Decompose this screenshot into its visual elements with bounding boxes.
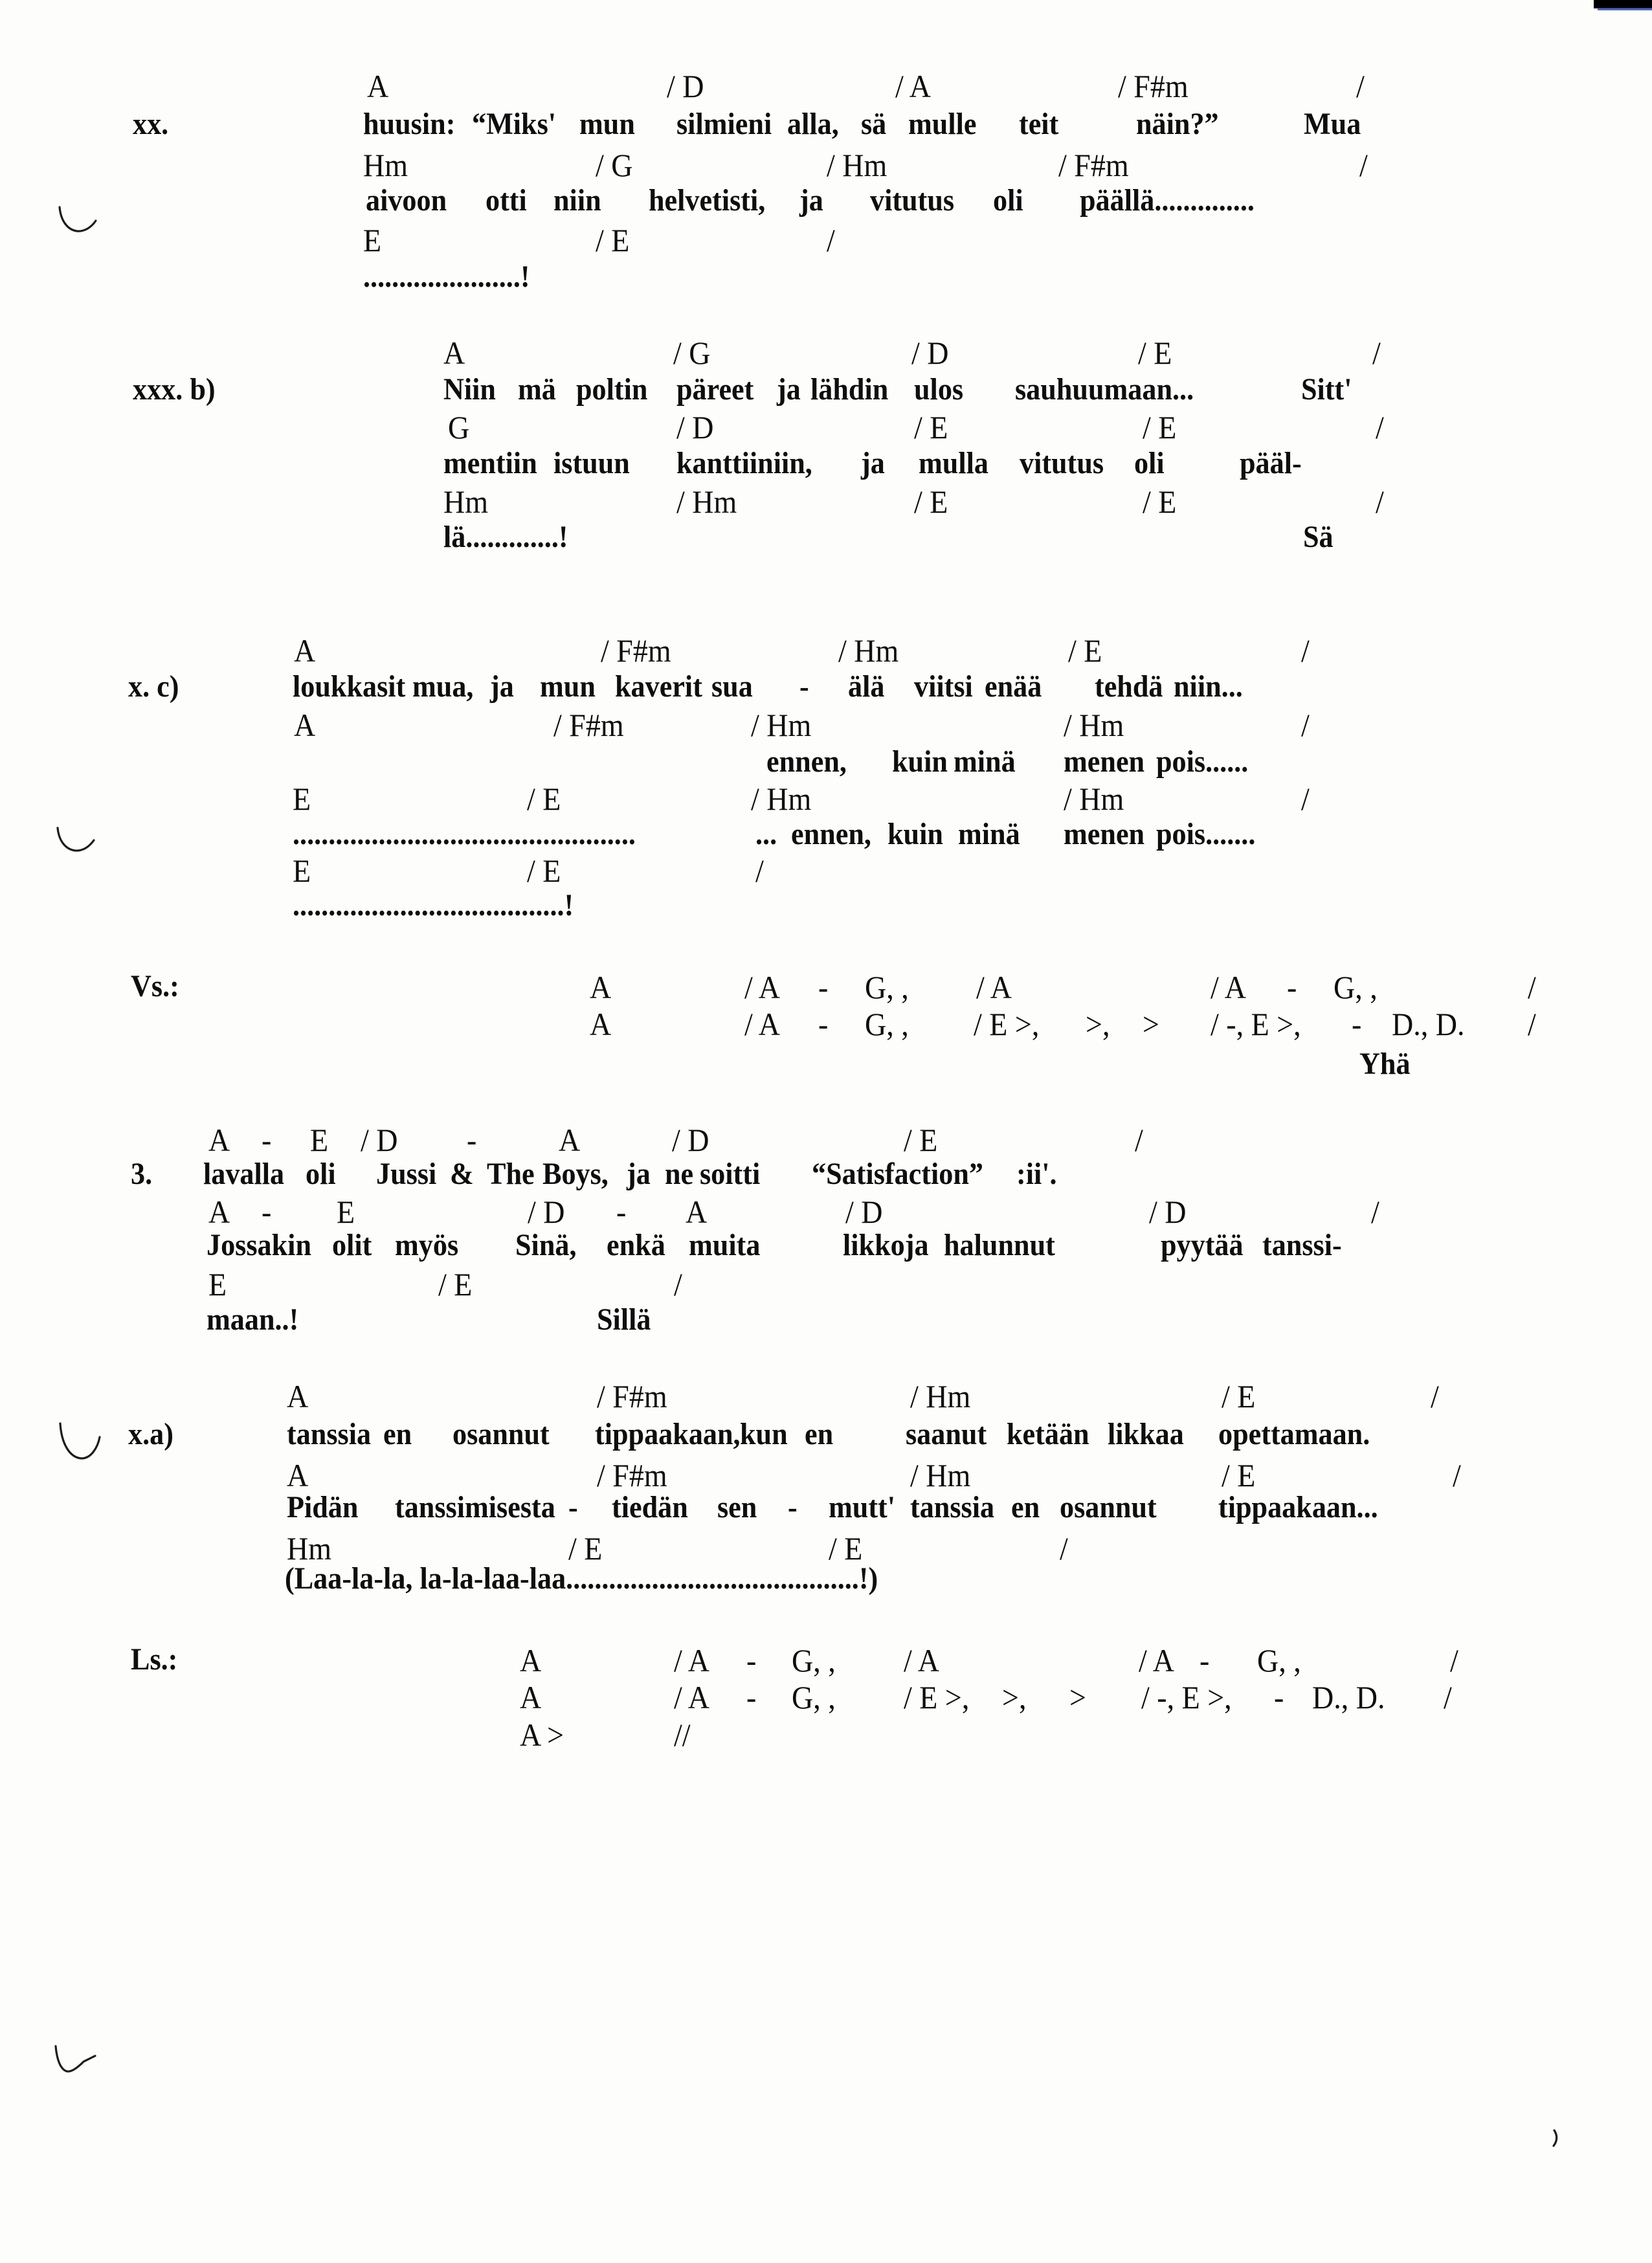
section-label-3: 3. bbox=[131, 1157, 153, 1191]
lyric-token-xxx-b-r1-t3: poltin bbox=[576, 372, 648, 407]
chord-token-ls-r1-t4: / E >, bbox=[904, 1679, 970, 1715]
lyric-token-xxx-b-r3-t3: ja bbox=[861, 446, 885, 480]
chord-token-vs-r1-t4: / E >, bbox=[974, 1006, 1040, 1042]
chord-token-3-r0-t0: A bbox=[208, 1122, 230, 1158]
lyric-token-xxx-b-r1-t6: lähdin bbox=[810, 372, 889, 407]
chord-token-x-a-r2-t1: / F#m bbox=[597, 1457, 667, 1493]
section-label-vs: Vs.: bbox=[131, 969, 179, 1003]
lyric-token-xx-r1-t4: silmieni bbox=[676, 107, 772, 141]
lyric-token-x-a-r3-t2: - bbox=[568, 1490, 578, 1524]
chord-token-x-c-r4-t1: / E bbox=[527, 781, 561, 817]
chord-token-3-r0-t4: - bbox=[467, 1122, 477, 1158]
chord-token-xxx-b-r2-t0: G bbox=[448, 409, 470, 445]
chord-token-3-r0-t1: - bbox=[262, 1122, 272, 1158]
lyric-token-x-c-r1-t5: kaverit bbox=[615, 669, 702, 704]
lyric-token-3-r1-t3: Jussi bbox=[376, 1157, 437, 1191]
chord-token-xxx-b-r2-t3: / E bbox=[1143, 409, 1177, 445]
lyric-token-3-r1-t8: ne bbox=[665, 1157, 694, 1191]
lyric-token-xx-r1-t3: mun bbox=[579, 107, 635, 141]
lyric-token-x-a-r5-t0: (Laa-la-la, la-la-laa-laa.........................................!) bbox=[285, 1561, 878, 1596]
chord-token-x-c-r2-t0: A bbox=[294, 707, 316, 743]
lyric-token-x-a-r1-t8: ketään bbox=[1007, 1417, 1089, 1451]
lyric-token-xxx-b-r3-t6: oli bbox=[1134, 446, 1165, 480]
lyric-token-xxx-b-r1-t7: ulos bbox=[914, 372, 964, 407]
chord-token-3-r2-t4: - bbox=[616, 1194, 627, 1230]
chord-token-ls-r1-t0: A bbox=[520, 1679, 542, 1715]
section-label-x-a: x.a) bbox=[128, 1417, 173, 1451]
chord-token-x-a-r4-t0: Hm bbox=[287, 1530, 331, 1566]
chord-token-x-a-r4-t3: / bbox=[1060, 1530, 1068, 1566]
lyric-token-x-c-r5-t0: ................................................ bbox=[293, 817, 636, 851]
lyric-token-3-r3-t9: tanssi- bbox=[1262, 1228, 1342, 1262]
chord-token-ls-r0-t8: G, , bbox=[1257, 1642, 1301, 1678]
lyric-token-x-c-r1-t2: mua, bbox=[412, 669, 474, 704]
pen-mark-4 bbox=[56, 2046, 95, 2071]
lyric-token-xxx-b-r3-t0: mentiin bbox=[443, 446, 537, 480]
lyric-token-x-c-r5-t5: menen bbox=[1064, 817, 1145, 851]
chord-token-xxx-b-r4-t2: / E bbox=[914, 484, 948, 520]
lyric-token-x-a-r3-t0: Pidän bbox=[287, 1490, 359, 1524]
chord-token-xxx-b-r2-t4: / bbox=[1376, 409, 1384, 445]
lyric-token-3-r3-t0: Jossakin bbox=[206, 1228, 312, 1262]
chord-token-x-c-r6-t0: E bbox=[293, 853, 311, 889]
chord-token-3-r4-t1: / E bbox=[438, 1266, 473, 1302]
lyric-token-xxx-b-r1-t2: mä bbox=[518, 372, 556, 407]
lyric-token-xx-r3-t7: päällä.............. bbox=[1080, 183, 1255, 217]
lyric-token-x-a-r3-t9: osannut bbox=[1060, 1490, 1157, 1524]
lyric-token-x-c-r1-t9: viitsi bbox=[914, 669, 973, 704]
lyric-token-x-a-r1-t9: likkaa bbox=[1108, 1417, 1184, 1451]
chord-token-vs-r0-t2: / A bbox=[744, 969, 780, 1005]
lyric-token-x-c-r3-t2: minä bbox=[954, 744, 1016, 779]
chord-token-3-r2-t5: A bbox=[686, 1194, 708, 1230]
chord-token-ls-r0-t2: / A bbox=[674, 1642, 709, 1678]
lyric-token-xx-r1-t2: “Miks' bbox=[472, 107, 557, 141]
lyric-token-x-c-r1-t3: ja bbox=[490, 669, 514, 704]
lyric-token-3-r1-t6: Boys, bbox=[542, 1157, 608, 1191]
chord-token-ls-r2-t1: // bbox=[674, 1717, 691, 1753]
chord-token-vs-r0-t3: - bbox=[818, 969, 829, 1005]
lyric-token-3-r3-t4: enkä bbox=[607, 1228, 665, 1262]
chord-token-x-c-r0-t4: / bbox=[1301, 632, 1310, 669]
lyric-token-xx-r3-t1: otti bbox=[486, 183, 527, 217]
chord-token-3-r2-t2: E bbox=[337, 1194, 355, 1230]
lyric-token-x-a-r1-t10: opettamaan. bbox=[1218, 1417, 1370, 1451]
lyric-token-3-r3-t2: myös bbox=[395, 1228, 459, 1262]
chord-token-xx-r0-t0: A bbox=[367, 68, 389, 104]
lyric-token-3-r1-t5: The bbox=[487, 1157, 535, 1191]
chord-token-xx-r2-t4: / bbox=[1359, 147, 1368, 183]
chord-token-ls-r1-t8: - bbox=[1274, 1679, 1284, 1715]
lyric-token-3-r3-t5: muita bbox=[689, 1228, 761, 1262]
chord-token-xx-r4-t2: / bbox=[827, 222, 835, 258]
lyric-token-x-c-r3-t3: menen bbox=[1064, 744, 1145, 779]
chord-token-xxx-b-r0-t3: / E bbox=[1138, 335, 1172, 371]
lyric-token-xx-r1-t8: teit bbox=[1019, 107, 1059, 141]
chord-token-x-a-r2-t4: / bbox=[1453, 1457, 1461, 1493]
chord-token-vs-r0-t8: G, , bbox=[1334, 969, 1378, 1005]
chord-token-vs-r0-t7: - bbox=[1287, 969, 1297, 1005]
chord-token-x-c-r6-t2: / bbox=[755, 853, 764, 889]
lyric-token-x-c-r1-t11: tehdä bbox=[1095, 669, 1163, 704]
lyric-token-x-c-r1-t12: niin... bbox=[1174, 669, 1243, 704]
chord-token-x-c-r0-t0: A bbox=[294, 632, 316, 669]
lyric-token-x-a-r1-t7: saanut bbox=[906, 1417, 987, 1451]
chord-token-vs-r1-t8: - bbox=[1352, 1006, 1362, 1042]
lyric-token-xx-r3-t2: niin bbox=[553, 183, 601, 217]
chord-token-x-a-r0-t3: / E bbox=[1222, 1378, 1256, 1414]
lyric-token-x-a-r3-t10: tippaakaan... bbox=[1218, 1490, 1378, 1524]
chord-token-vs-r1-t5: >, bbox=[1086, 1006, 1110, 1042]
lyric-token-xxx-b-r1-t4: päreet bbox=[676, 372, 754, 407]
lyric-token-x-c-r1-t8: älä bbox=[848, 669, 885, 704]
lyric-token-xx-r3-t4: ja bbox=[799, 183, 823, 217]
chord-token-x-c-r0-t2: / Hm bbox=[838, 632, 899, 669]
chord-token-x-a-r2-t2: / Hm bbox=[910, 1457, 971, 1493]
pen-mark-5 bbox=[1554, 2130, 1557, 2146]
lyric-token-x-c-r1-t4: mun bbox=[540, 669, 596, 704]
chord-token-ls-r1-t9: D., D. bbox=[1312, 1679, 1385, 1715]
chord-token-x-a-r4-t2: / E bbox=[829, 1530, 863, 1566]
section-label-ls: Ls.: bbox=[131, 1642, 178, 1677]
chord-token-xxx-b-r2-t1: / D bbox=[676, 409, 714, 445]
lyric-token-xx-r3-t0: aivoon bbox=[366, 183, 447, 217]
pen-mark-1 bbox=[60, 207, 96, 231]
lyric-token-3-r1-t9: soitti bbox=[700, 1157, 761, 1191]
chord-token-xx-r2-t1: / G bbox=[596, 147, 633, 183]
chord-token-ls-r0-t5: / A bbox=[904, 1642, 939, 1678]
chord-token-x-a-r2-t0: A bbox=[287, 1457, 309, 1493]
chord-token-xx-r0-t2: / A bbox=[895, 68, 931, 104]
lyric-token-xx-r1-t9: näin?” bbox=[1136, 107, 1219, 141]
lyric-token-x-c-r1-t10: enää bbox=[985, 669, 1042, 704]
lyric-token-xx-r3-t5: vitutus bbox=[870, 183, 955, 217]
chord-token-ls-r1-t1: / A bbox=[674, 1679, 709, 1715]
chord-token-vs-r1-t0: A bbox=[590, 1006, 612, 1042]
lyric-token-xx-r3-t3: helvetisti, bbox=[649, 183, 766, 217]
lyric-token-3-r1-t10: “Satisfaction” bbox=[812, 1157, 983, 1191]
chord-token-x-a-r0-t2: / Hm bbox=[910, 1378, 971, 1414]
chord-token-vs-r0-t5: / A bbox=[976, 969, 1012, 1005]
lyric-token-xxx-b-r3-t7: pääl- bbox=[1240, 446, 1302, 480]
lyric-token-xxx-b-r3-t4: mulla bbox=[919, 446, 988, 480]
chord-token-xx-r0-t4: / bbox=[1356, 68, 1365, 104]
lyric-token-xxx-b-r1-t5: ja bbox=[777, 372, 801, 407]
lyric-token-x-c-r5-t2: ennen, bbox=[791, 817, 871, 851]
lyric-token-xxx-b-r5-t1: Sä bbox=[1303, 520, 1334, 554]
chord-token-3-r0-t5: A bbox=[559, 1122, 581, 1158]
lyric-token-x-c-r3-t4: pois...... bbox=[1156, 744, 1249, 779]
chord-token-x-c-r4-t4: / bbox=[1301, 781, 1310, 817]
chord-token-ls-r0-t9: / bbox=[1450, 1642, 1458, 1678]
chord-token-ls-r0-t6: / A bbox=[1139, 1642, 1174, 1678]
chord-token-xx-r0-t1: / D bbox=[667, 68, 704, 104]
section-label-x-c: x. c) bbox=[128, 669, 179, 704]
lyric-token-3-r3-t3: Sinä, bbox=[515, 1228, 577, 1262]
lyric-token-x-a-r3-t6: mutt' bbox=[829, 1490, 896, 1524]
chord-token-xx-r4-t1: / E bbox=[596, 222, 630, 258]
chord-token-vs-r0-t6: / A bbox=[1211, 969, 1246, 1005]
chord-token-xxx-b-r4-t1: / Hm bbox=[676, 484, 737, 520]
chord-token-xxx-b-r0-t0: A bbox=[443, 335, 465, 371]
chord-token-ls-r1-t2: - bbox=[746, 1679, 757, 1715]
chord-token-xxx-b-r2-t2: / E bbox=[914, 409, 948, 445]
chord-token-xxx-b-r0-t4: / bbox=[1372, 335, 1381, 371]
lyric-token-vs-r2-t0: Yhä bbox=[1359, 1047, 1411, 1081]
lyric-token-xx-r1-t5: alla, bbox=[787, 107, 839, 141]
chord-token-3-r0-t7: / E bbox=[904, 1122, 938, 1158]
chord-token-xxx-b-r4-t4: / bbox=[1376, 484, 1384, 520]
chord-token-x-c-r6-t1: / E bbox=[527, 853, 561, 889]
section-label-xx: xx. bbox=[133, 107, 169, 141]
chord-token-x-a-r0-t4: / bbox=[1431, 1378, 1439, 1414]
chord-token-vs-r1-t2: - bbox=[818, 1006, 829, 1042]
chord-token-xxx-b-r4-t3: / E bbox=[1143, 484, 1177, 520]
chord-token-3-r4-t2: / bbox=[674, 1266, 682, 1302]
lyric-token-xx-r1-t7: mulle bbox=[908, 107, 977, 141]
lyric-token-xxx-b-r5-t0: lä.............! bbox=[443, 520, 568, 554]
chord-token-ls-r1-t10: / bbox=[1444, 1679, 1452, 1715]
lyric-token-x-a-r1-t3: osannut bbox=[452, 1417, 550, 1451]
pen-mark-3 bbox=[60, 1423, 100, 1458]
chord-token-ls-r1-t5: >, bbox=[1002, 1679, 1027, 1715]
chord-token-ls-r1-t7: / -, E >, bbox=[1141, 1679, 1232, 1715]
chord-token-x-c-r0-t1: / F#m bbox=[601, 632, 671, 669]
lyric-token-x-a-r1-t2: en bbox=[383, 1417, 412, 1451]
lyric-token-x-c-r1-t6: sua bbox=[711, 669, 753, 704]
chord-token-ls-r1-t3: G, , bbox=[792, 1679, 836, 1715]
lyric-token-x-c-r3-t1: kuin bbox=[892, 744, 948, 779]
lyric-token-x-c-r1-t1: loukkasit bbox=[293, 669, 406, 704]
chord-token-3-r2-t7: / D bbox=[1149, 1194, 1187, 1230]
lyric-token-3-r3-t1: olit bbox=[332, 1228, 372, 1262]
chord-token-3-r0-t2: E bbox=[310, 1122, 329, 1158]
lyric-token-xxx-b-r1-t1: Niin bbox=[443, 372, 496, 407]
chord-token-3-r0-t6: / D bbox=[672, 1122, 709, 1158]
chord-token-ls-r1-t6: > bbox=[1069, 1679, 1086, 1715]
section-label-xxx-b: xxx. b) bbox=[133, 372, 216, 407]
lyric-token-x-a-r1-t5: kun bbox=[740, 1417, 788, 1451]
chord-token-x-a-r2-t3: / E bbox=[1222, 1457, 1256, 1493]
chord-token-xx-r0-t3: / F#m bbox=[1118, 68, 1189, 104]
chord-token-x-c-r2-t4: / bbox=[1301, 707, 1310, 743]
lyric-token-x-a-r3-t7: tanssia bbox=[910, 1490, 995, 1524]
lyric-token-xx-r1-t6: sä bbox=[861, 107, 887, 141]
chord-token-ls-r0-t3: - bbox=[746, 1642, 757, 1678]
lyric-token-xx-r5-t0: ......................! bbox=[363, 260, 530, 294]
lyric-token-3-r3-t8: pyytää bbox=[1161, 1228, 1244, 1262]
chord-token-vs-r1-t3: G, , bbox=[865, 1006, 909, 1042]
lyric-token-x-c-r5-t3: kuin bbox=[887, 817, 943, 851]
chord-token-xx-r2-t2: / Hm bbox=[827, 147, 887, 183]
chord-token-xx-r2-t0: Hm bbox=[363, 147, 408, 183]
chord-token-3-r2-t6: / D bbox=[845, 1194, 883, 1230]
chord-token-xxx-b-r0-t1: / G bbox=[673, 335, 711, 371]
chord-token-x-c-r2-t1: / F#m bbox=[553, 707, 624, 743]
chord-token-xxx-b-r4-t0: Hm bbox=[443, 484, 488, 520]
chord-token-vs-r1-t6: > bbox=[1143, 1006, 1159, 1042]
chord-token-vs-r1-t7: / -, E >, bbox=[1211, 1006, 1301, 1042]
lyric-token-xxx-b-r3-t1: istuun bbox=[553, 446, 630, 480]
chord-token-x-c-r4-t3: / Hm bbox=[1064, 781, 1124, 817]
chord-token-x-c-r2-t3: / Hm bbox=[1064, 707, 1124, 743]
chord-token-ls-r0-t4: G, , bbox=[792, 1642, 836, 1678]
chord-token-x-a-r0-t0: A bbox=[287, 1378, 309, 1414]
chord-token-x-a-r4-t1: / E bbox=[568, 1530, 603, 1566]
chord-token-ls-r0-t1: A bbox=[520, 1642, 542, 1678]
chord-token-vs-r1-t1: / A bbox=[744, 1006, 780, 1042]
chord-token-3-r2-t1: - bbox=[262, 1194, 272, 1230]
chord-token-xxx-b-r0-t2: / D bbox=[911, 335, 949, 371]
lyric-token-x-c-r7-t0: ......................................! bbox=[293, 888, 574, 922]
chord-token-3-r0-t8: / bbox=[1135, 1122, 1143, 1158]
chord-token-x-c-r0-t3: / E bbox=[1068, 632, 1102, 669]
lyric-token-x-a-r3-t1: tanssimisesta bbox=[395, 1490, 555, 1524]
lyric-token-3-r3-t6: likkoja bbox=[843, 1228, 929, 1262]
chord-token-ls-r0-t7: - bbox=[1200, 1642, 1210, 1678]
lyric-token-x-a-r1-t1: tanssia bbox=[287, 1417, 372, 1451]
chord-token-vs-r0-t9: / bbox=[1528, 969, 1536, 1005]
chord-token-vs-r0-t4: G, , bbox=[865, 969, 909, 1005]
lyric-token-3-r5-t0: maan..! bbox=[206, 1302, 299, 1337]
chord-token-3-r2-t8: / bbox=[1371, 1194, 1379, 1230]
lyric-token-3-r1-t2: oli bbox=[306, 1157, 336, 1191]
chord-token-x-c-r2-t2: / Hm bbox=[751, 707, 812, 743]
chord-token-xx-r2-t3: / F#m bbox=[1058, 147, 1129, 183]
lyric-token-3-r1-t1: lavalla bbox=[203, 1157, 285, 1191]
lyric-token-3-r1-t11: :ii'. bbox=[1016, 1157, 1057, 1191]
lyric-token-xx-r3-t6: oli bbox=[993, 183, 1023, 217]
chord-token-x-c-r4-t0: E bbox=[293, 781, 311, 817]
lyric-token-3-r5-t1: Sillä bbox=[597, 1302, 651, 1337]
lyric-token-3-r1-t7: ja bbox=[627, 1157, 651, 1191]
lyric-token-x-c-r5-t1: ... bbox=[755, 817, 777, 851]
chord-token-3-r2-t0: A bbox=[208, 1194, 230, 1230]
lyric-token-x-c-r1-t7: - bbox=[799, 669, 809, 704]
scan-corner-fringe bbox=[1598, 8, 1652, 10]
lyric-token-x-a-r3-t5: - bbox=[788, 1490, 798, 1524]
chord-token-vs-r1-t10: / bbox=[1528, 1006, 1536, 1042]
lyric-token-x-a-r3-t8: en bbox=[1011, 1490, 1040, 1524]
lyric-token-x-a-r3-t3: tiedän bbox=[612, 1490, 688, 1524]
lyric-token-3-r3-t7: halunnut bbox=[944, 1228, 1055, 1262]
lyric-token-xx-r1-t10: Mua bbox=[1304, 107, 1361, 141]
chord-token-3-r2-t3: / D bbox=[528, 1194, 565, 1230]
lyric-token-xx-r1-t1: huusin: bbox=[363, 107, 456, 141]
chord-token-ls-r2-t0: A > bbox=[520, 1717, 564, 1753]
lyric-token-x-c-r3-t0: ennen, bbox=[766, 744, 847, 779]
lyric-token-x-c-r5-t6: pois....... bbox=[1156, 817, 1256, 851]
chord-token-x-c-r4-t2: / Hm bbox=[751, 781, 812, 817]
chord-token-vs-r0-t1: A bbox=[590, 969, 612, 1005]
lyric-token-xxx-b-r3-t2: kanttiiniin, bbox=[676, 446, 812, 480]
lyric-token-xxx-b-r1-t9: Sitt' bbox=[1301, 372, 1352, 407]
lyric-token-xxx-b-r1-t8: sauhuumaan... bbox=[1015, 372, 1194, 407]
lyric-token-x-a-r3-t4: sen bbox=[717, 1490, 757, 1524]
chord-token-3-r4-t0: E bbox=[208, 1266, 227, 1302]
lyric-token-x-c-r5-t4: minä bbox=[958, 817, 1020, 851]
chord-token-3-r0-t3: / D bbox=[361, 1122, 398, 1158]
lyric-token-x-a-r1-t4: tippaakaan, bbox=[595, 1417, 741, 1451]
chord-token-vs-r1-t9: D., D. bbox=[1392, 1006, 1465, 1042]
lyric-token-x-a-r1-t6: en bbox=[805, 1417, 834, 1451]
lyric-token-xxx-b-r3-t5: vitutus bbox=[1020, 446, 1104, 480]
chord-token-x-a-r0-t1: / F#m bbox=[597, 1378, 667, 1414]
chord-token-xx-r4-t0: E bbox=[363, 222, 382, 258]
lyric-token-3-r1-t4: & bbox=[450, 1157, 474, 1191]
pen-mark-2 bbox=[58, 828, 94, 851]
